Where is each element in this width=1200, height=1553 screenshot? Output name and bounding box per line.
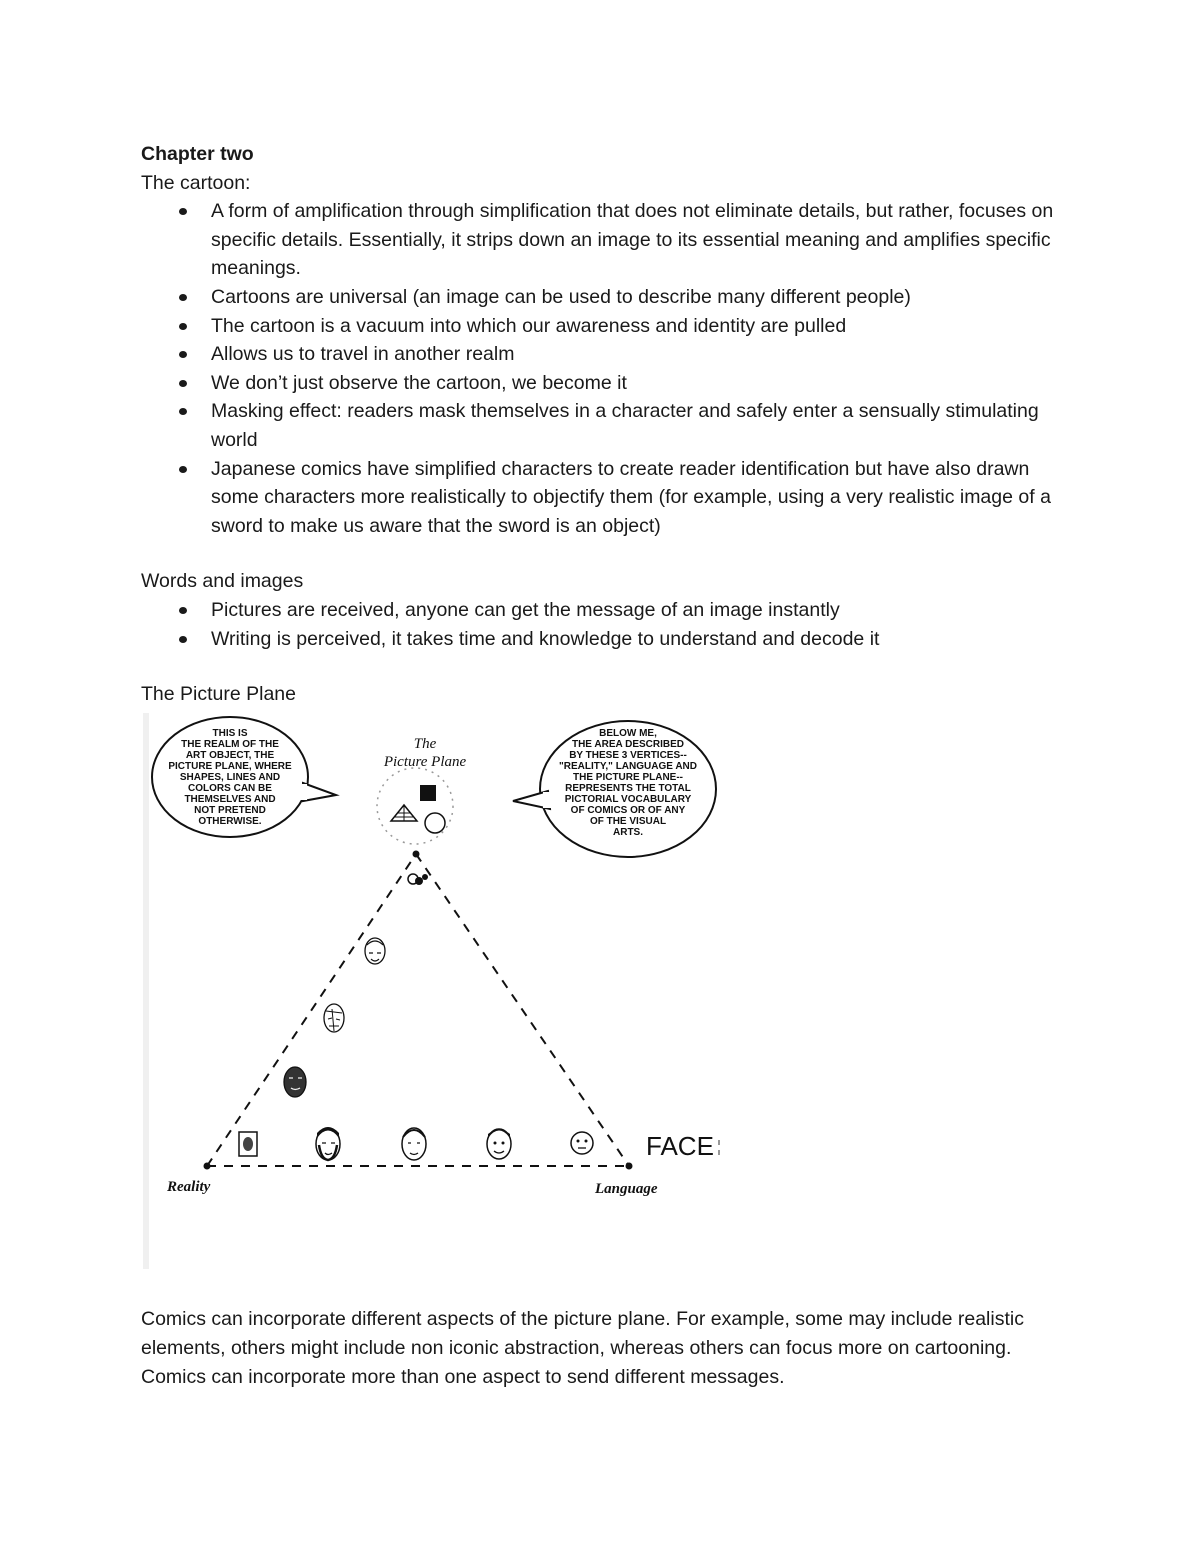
detailed-face-icon (316, 1127, 340, 1160)
triangle-edge-left (207, 854, 416, 1166)
left-speech-bubble (152, 717, 336, 837)
list-item: Pictures are received, anyone can get the message of an image instantly (211, 596, 1071, 625)
shapes-halo (377, 768, 453, 844)
abstract-shapes (377, 768, 453, 844)
vertex-reality-label: Reality (167, 1179, 211, 1195)
list-item: A form of amplification through simplification that does not eliminate details, but rather, focuses on specific details. Essentially, it strips down an image to its essential meaning and amplifies specific meanings. (211, 197, 1071, 283)
picture-plane-title-line1: The (413, 736, 437, 752)
triangle-edge-right (416, 854, 629, 1166)
list-item: Masking effect: readers mask themselves in a character and safely enter a sensually stimulating world (211, 397, 1071, 454)
spacer (141, 653, 1071, 680)
bubble-line: NOT PRETEND (194, 805, 266, 816)
cartoon-face-icon (487, 1129, 511, 1159)
bubble-tail-mask (543, 792, 557, 808)
bubble-line: THE AREA DESCRIBED (571, 739, 685, 750)
scan-edge (143, 713, 149, 1269)
chapter-title: Chapter two (141, 143, 254, 165)
bubble-line: THE REALM OF THE (181, 739, 279, 750)
list-item: Writing is perceived, it takes time and knowledge to understand and decode it (211, 625, 1071, 654)
smiley-face-icon (571, 1132, 593, 1154)
bubble-line: ARTS. (613, 827, 643, 838)
apex-abstract-face-icon (408, 874, 428, 885)
realistic-face-icon (284, 1067, 306, 1097)
bubble-tail-mask (293, 784, 307, 800)
abstract-face-icon (324, 1004, 344, 1032)
cartoon-subheading: The cartoon: (141, 171, 251, 194)
bubble-line: THEMSELVES AND (184, 794, 276, 805)
bubble-line: THE PICTURE PLANE-- (573, 772, 683, 783)
bubble-line: OF COMICS OR OF ANY (570, 805, 686, 816)
triangle-hatch (395, 805, 413, 821)
words-images-bullet-list (141, 596, 1071, 653)
vertex-language (626, 1163, 633, 1170)
square-shape-icon (420, 785, 436, 801)
simplified-face-icon (402, 1128, 426, 1160)
right-speech-bubble (513, 721, 716, 857)
list-item: The cartoon is a vacuum into which our awareness and identity are pulled (211, 312, 1071, 341)
bubble-line: PICTURE PLANE, WHERE (168, 761, 292, 772)
face-label: FACE (646, 1131, 714, 1161)
photo-face-icon (239, 1132, 257, 1156)
bubble-line: THIS IS (212, 728, 248, 739)
picture-plane-diagram (143, 713, 723, 1269)
bubble-line: REPRESENTS THE TOTAL (565, 783, 691, 794)
vertex-reality (204, 1163, 211, 1170)
list-item: We don’t just observe the cartoon, we become it (211, 369, 1071, 398)
bubble-line: OTHERWISE. (198, 816, 262, 827)
bubble-line: ART OBJECT, THE (185, 750, 275, 761)
picture-plane-figure (143, 713, 723, 1269)
vertex-language-label: Language (595, 1181, 658, 1197)
bubble-line: BELOW ME, (599, 728, 657, 739)
bubble-tail (303, 783, 336, 801)
closing-paragraph: Comics can incorporate different aspects of the picture plane. For example, some may include realistic elements, others might include non iconic abstraction, whereas others can focus more on cartooning. Comics can incorporate more than one aspect to send different messages. (141, 1308, 1024, 1388)
picture-plane-title-line2: Picture Plane (383, 754, 467, 770)
picture-plane-triangle (204, 851, 633, 1170)
list-item: Japanese comics have simplified characters to create reader identification but have also drawn some characters more realistically to objectify them (for example, using a very realistic image of a sword to make us aware that the sword is an object) (211, 455, 1071, 541)
vertex-apex (413, 851, 420, 858)
cartoon-bullet-list (141, 197, 1071, 540)
notes-body (141, 140, 1071, 709)
abstract-face-icon (365, 938, 385, 964)
list-item: Allows us to travel in another realm (211, 340, 1071, 369)
bubble-line: COLORS CAN BE (188, 783, 272, 794)
bubble-line: SHAPES, LINES AND (179, 772, 281, 783)
words-images-subheading: Words and images (141, 570, 304, 593)
bubble-line: BY THESE 3 VERTICES-- (569, 750, 687, 761)
picture-plane-subheading: The Picture Plane (141, 683, 297, 706)
spacer (141, 540, 1071, 567)
bubble-line: OF THE VISUAL (589, 816, 667, 827)
bubble-line: "REALITY," LANGUAGE AND (558, 761, 698, 772)
circle-shape-icon (425, 813, 445, 833)
bubble-line: PICTORIAL VOCABULARY (564, 794, 692, 805)
list-item: Cartoons are universal (an image can be used to describe many different people) (211, 283, 1071, 312)
